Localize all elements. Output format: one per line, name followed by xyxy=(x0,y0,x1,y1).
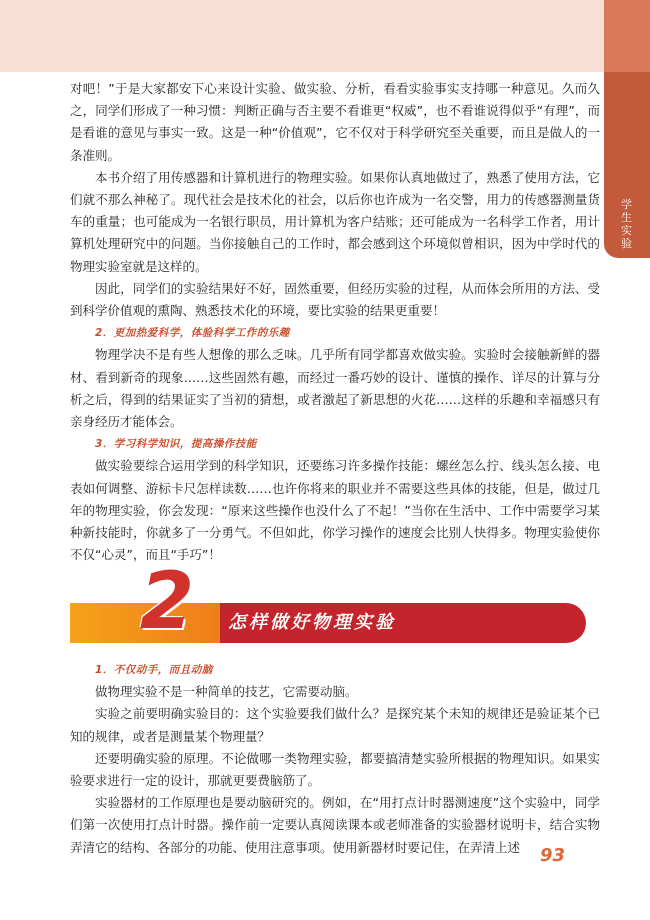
paragraph: 实验器材的工作原理也是要动脑研究的。例如，在“用打点计时器测速度”这个实验中，同学们第一次使用打点计时器。操作前一定要认真阅读课本或老师准备的实验器材说明卡，结合实物弄清它的结构、各部分的功能、使用注意事项。使用新器材时要记住，在弄清上述 xyxy=(70,795,600,855)
subheading: 2．更加热爱科学，体验科学工作的乐趣 xyxy=(95,327,290,340)
subheading: 3．学习科学知识，提高操作技能 xyxy=(95,438,257,451)
paragraph: 物理学决不是有些人想像的那么乏味。几乎所有同学都喜欢做实验。实验时会接触新鲜的器材、看到新奇的现象……这些固然有趣，而经过一番巧妙的设计、谨慎的操作、详尽的计算与分析之后，得到的结果证实了当初的猜想，或者激起了新思想的火花……这样的乐趣和幸福感只有亲身经历才能体会。 xyxy=(70,347,600,430)
paragraph: 做实验要综合运用学到的科学知识，还要练习许多操作技能：螺丝怎么拧、线头怎么接、电表如何调整、游标卡尺怎样读数……也许你将来的职业并不需要这些具体的技能，但是，做过几年的物理实验，你会发现：“原来这些操作也没什么了不起！”当你在生活中、工作中需要学习某种新技能时，你就多了一分勇气。不但如此，你学习操作的速度会比别人快得多。物理实验使你不仅“心灵”，而且“手巧”！ xyxy=(70,458,600,563)
chapter-title: 怎样做好物理实验 xyxy=(228,612,396,633)
header-band xyxy=(0,0,604,72)
paragraph: 本书介绍了用传感器和计算机进行的物理实验。如果你认真地做过了，熟悉了使用方法，它们就不那么神秘了。现代社会是技术化的社会，以后你也许成为一名交警，用力的传感器测量货车的重量；也可能成为一名银行职员，用计算机为客户结账；还可能成为一名科学工作者，用计算机处理研究中的问题。当你接触自己的工作时，都会感到这个环境似曾相识，因为中学时代的物理实验室就是这样的。 xyxy=(70,169,600,274)
section-2-body xyxy=(70,659,600,859)
section-1-body xyxy=(70,78,600,566)
subheading: 1．不仅动手，而且动脑 xyxy=(95,664,213,676)
paragraph: 对吧！”于是大家都安下心来设计实验、做实验、分析，看看实验事实支持哪一种意见。久而久之，同学们形成了一种习惯：判断正确与否主要不看谁更“权威”，也不看谁说得似乎“有理”，而是看谁的意见与事实一致。这是一种“价值观”，它不仅对于科学研究至关重要，而且是做人的一条准则。 xyxy=(70,81,600,163)
page-number: 93 xyxy=(540,845,566,866)
paragraph: 还要明确实验的原理。不论做哪一类物理实验，都要搞清楚实验所根据的物理知识。如果实验要求进行一定的设计，那就更要费脑筋了。 xyxy=(70,750,600,789)
paragraph: 做物理实验不是一种简单的技艺，它需要动脑。 xyxy=(95,684,358,700)
side-tab-label: 学 生 实 验 xyxy=(621,198,633,250)
paragraph: 因此，同学们的实验结果好不好，固然重要，但经历实验的过程，从而体会所用的方法、受到科学价值观的熏陶、熟悉技术化的环境，要比实验的结果更重要！ xyxy=(70,280,600,319)
side-tab-top xyxy=(604,0,650,72)
chapter-number: 2 xyxy=(139,557,195,647)
paragraph: 实验之前要明确实验目的：这个实验要我们做什么？是探究某个未知的规律还是验证某个已知的规律，或者是测量某个物理量？ xyxy=(70,706,600,744)
